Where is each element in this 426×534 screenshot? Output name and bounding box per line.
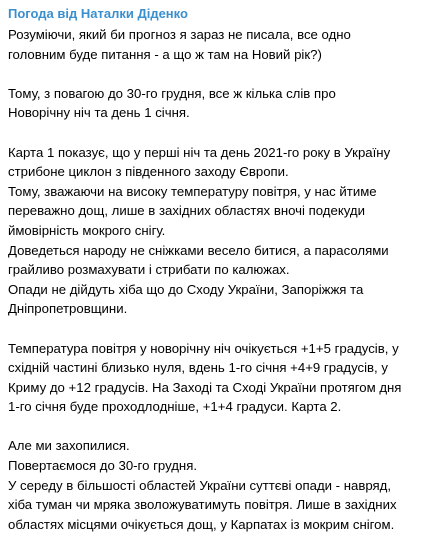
text-line: хіба туман чи мряка зволожуватимуть повітря. Лише в західних	[8, 497, 397, 513]
paragraph-gap	[8, 319, 422, 339]
text-line: 1-го січня буде проходлодніше, +1+4 градуси. Карта 2.	[8, 399, 342, 415]
text-line: областях місцями очікується дощ, у Карпатах із мокрим снігом.	[8, 516, 395, 532]
paragraph-3	[8, 143, 422, 319]
text-line: Дніпропетровщини.	[8, 301, 128, 317]
text-line: стрибоне циклон з південного заходу Європи.	[8, 164, 289, 180]
text-line: Новорічну ніч та день 1 січня.	[8, 105, 190, 121]
paragraph-4	[8, 339, 422, 417]
text-line: У середу в більшості областей України суттєві опади - навряд,	[8, 477, 392, 493]
text-line: Опади не дійдуть хіба що до Сходу України, Запоріжжя та	[8, 281, 364, 297]
text-line: Карта 1 показує, що у перші ніч та день 2021-го року в Україну	[8, 144, 391, 160]
text-line: Доведеться народу не сніжками весело битися, а парасолями	[8, 242, 389, 258]
text-line: Тому, з повагою до 30-го грудня, все ж кілька слів про	[8, 85, 336, 101]
text-line: переважно дощ, лише в західних областях вночі подекуди	[8, 203, 365, 219]
text-line: Але ми захопилися.	[8, 438, 130, 454]
paragraph-gap	[8, 417, 422, 437]
channel-post	[8, 0, 422, 534]
text-line: ймовірність мокрого снігу.	[8, 222, 166, 238]
text-line: грайливо розмахувати і стрибати по калюжах.	[8, 262, 290, 278]
paragraph-gap	[8, 123, 422, 143]
text-line: головним буде питання - а що ж там на Новий рік?)	[8, 46, 322, 62]
post-message	[8, 25, 422, 534]
paragraph-1	[8, 25, 422, 64]
text-line: Розуміючи, який би прогноз я зараз не писала, все одно	[8, 27, 351, 42]
text-line: Повертаємося до 30-го грудня.	[8, 458, 198, 474]
paragraph-5	[8, 436, 422, 534]
text-line: Криму до +12 градусів. На Заході та Сході України протягом дня	[8, 379, 402, 395]
paragraph-2	[8, 84, 422, 123]
text-line: східній частині близько нуля, вдень 1-го січня +4+9 градусів, у	[8, 360, 388, 376]
text-line: Тому, зважаючи на високу температуру повітря, у нас йтиме	[8, 183, 377, 199]
paragraph-gap	[8, 64, 422, 84]
text-line: Температура повітря у новорічну ніч очікується +1+5 градусів, у	[8, 340, 399, 356]
channel-name[interactable]: Погода від Наталки Діденко	[8, 6, 188, 21]
